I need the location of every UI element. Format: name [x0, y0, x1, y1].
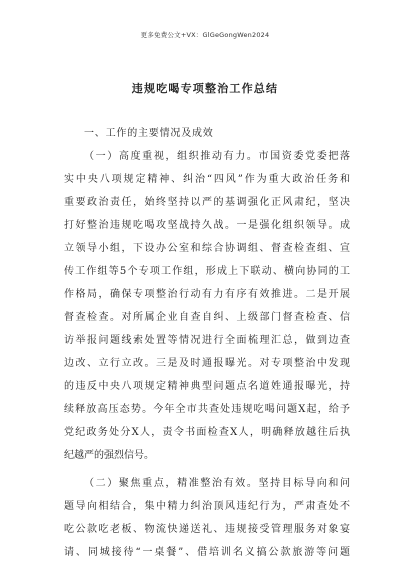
paragraph-line: 传工作组等5个专项工作组，形成上下联动、横向协同的工 [64, 266, 350, 277]
paragraph-line: 督查检查。对所属企业自查自纠、上级部门督查检查、信 [64, 312, 350, 323]
section-heading: 一、工作的主要情况及成效 [84, 128, 214, 139]
paragraph-line: 实中央八项规定精神、纠治“四风”作为重大政治任务和 [64, 174, 350, 185]
paragraph-line: （二）聚焦重点，精准整治有效。坚持目标导向和问 [84, 478, 350, 489]
paragraph-line: 党纪政务处分X人，责令书面检查X人，明确释放越往后执 [64, 427, 350, 438]
paragraph-line: 续释放高压态势。今年全市共查处违规吃喝问题X起，给予 [64, 404, 350, 415]
paragraph-line: 访举报问题线索处置等情况进行全面梳理汇总，做到边查 [64, 335, 350, 346]
paragraph-line: 的违反中央八项规定精神典型问题点名道姓通报曝光，持 [64, 381, 350, 392]
paragraph-line: 题导向相结合，集中精力纠治顶风违纪行为，严肃查处不 [64, 501, 350, 512]
paragraph-1 [64, 145, 350, 467]
paragraph-line: 打好整治违规吃喝攻坚战持久战。一是强化组织领导。成 [64, 220, 350, 231]
paragraph-2 [64, 472, 350, 564]
paragraph-line: 吃公款吃老板、物流快递送礼、违规接受管理服务对象宴 [64, 524, 350, 535]
paragraph-line: 立领导小组，下设办公室和综合协调组、督查检查组、宣 [64, 243, 350, 254]
paragraph-line: 请、同城接待“一桌餐”、借培训名义搞公款旅游等问题 [64, 547, 350, 558]
paragraph-line: 重要政治责任，始终坚持以严的基调强化正风肃纪，坚决 [64, 197, 350, 208]
header-note: 更多免费公文+VX：GlGeGongWen2024 [140, 31, 270, 39]
paragraph-line: 纪越严的强烈信号。 [64, 450, 154, 461]
paragraph-line: 边改、立行立改。三是及时通报曝光。对专项整治中发现 [64, 358, 350, 369]
paragraph-line: 作格局，确保专项整治行动有力有序有效推进。二是开展 [64, 289, 350, 300]
document-title: 违规吃喝专项整治工作总结 [131, 82, 279, 95]
paragraph-line: （一）高度重视，组织推动有力。市国资委党委把落 [84, 151, 350, 162]
document-body [64, 122, 350, 564]
